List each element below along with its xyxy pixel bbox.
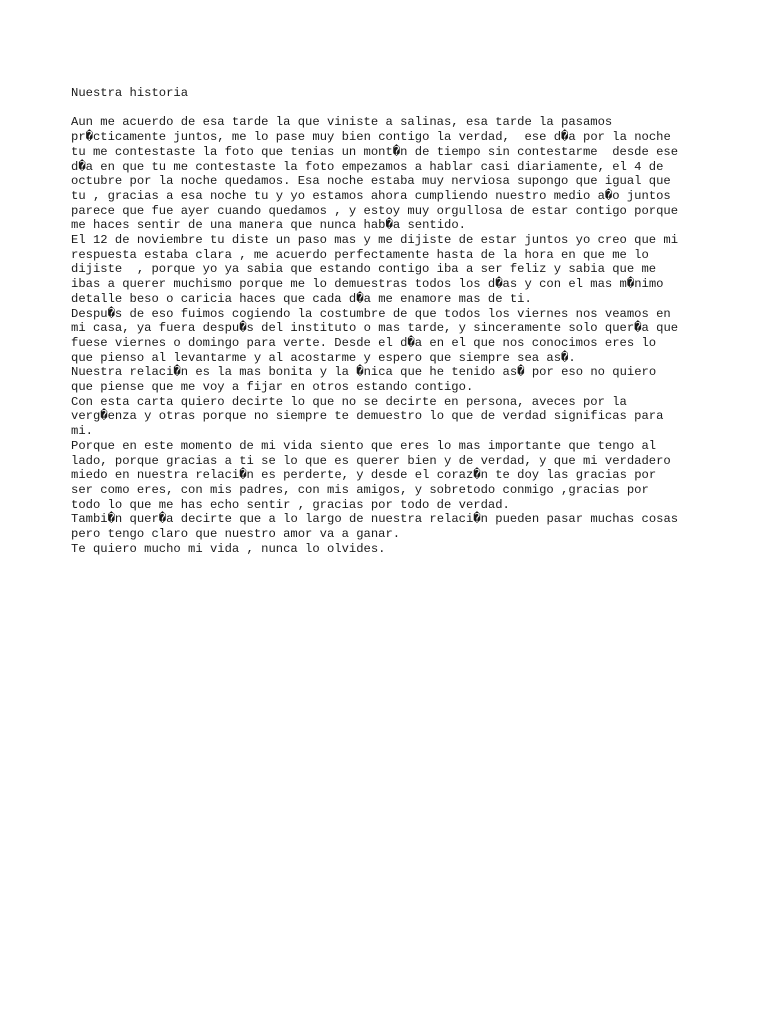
text-line: respuesta estaba clara , me acuerdo perfectamente hasta de la hora en que me lo bbox=[71, 247, 649, 262]
text-line: Con esta carta quiero decirte lo que no se decirte en persona, aveces por la bbox=[71, 394, 627, 409]
text-line: Te quiero mucho mi vida , nunca lo olvides. bbox=[71, 541, 386, 556]
letter-text bbox=[71, 115, 711, 556]
text-line: me haces sentir de una manera que nunca hab�a sentido. bbox=[71, 218, 466, 233]
text-line: Aun me acuerdo de esa tarde la que viniste a salinas, esa tarde la pasamos bbox=[71, 115, 613, 130]
document-body bbox=[71, 86, 711, 556]
text-line: Porque en este momento de mi vida siento que eres lo mas importante que tengo al bbox=[71, 438, 657, 453]
text-line: fuese viernes o domingo para verte. Desde el d�a en el que nos conocimos eres lo bbox=[71, 335, 657, 350]
text-line: mi. bbox=[71, 424, 93, 439]
text-line: todo lo que me has echo sentir , gracias por todo de verdad. bbox=[71, 497, 510, 512]
text-line: tu me contestaste la foto que tenias un mont�n de tiempo sin contestarme desde ese bbox=[71, 144, 679, 159]
text-line: que piense que me voy a fijar en otros estando contigo. bbox=[71, 380, 474, 395]
text-line: ser como eres, con mis padres, con mis amigos, y sobretodo conmigo ,gracias por bbox=[71, 482, 649, 497]
text-line: que pienso al levantarme y al acostarme y espero que siempre sea as�. bbox=[71, 350, 576, 365]
text-line: ibas a querer muchismo porque me lo demuestras todos los d�as y con el mas m�nimo bbox=[71, 277, 664, 292]
text-line: El 12 de noviembre tu diste un paso mas y me dijiste de estar juntos yo creo que mi bbox=[71, 233, 679, 248]
text-line: pr�cticamente juntos, me lo pase muy bien contigo la verdad, ese d�a por la noche bbox=[71, 130, 671, 145]
text-line: detalle beso o caricia haces que cada d�a me enamore mas de ti. bbox=[71, 291, 532, 306]
text-line: octubre por la noche quedamos. Esa noche estaba muy nerviosa supongo que igual que bbox=[71, 174, 671, 189]
document-title: Nuestra historia bbox=[71, 86, 189, 100]
text-line: dijiste , porque yo ya sabia que estando contigo iba a ser feliz y sabia que me bbox=[71, 262, 657, 277]
text-line: pero tengo claro que nuestro amor va a ganar. bbox=[71, 527, 401, 542]
text-line: tu , gracias a esa noche tu y yo estamos ahora cumpliendo nuestro medio a�o juntos bbox=[71, 188, 671, 203]
text-line: lado, porque gracias a ti se lo que es querer bien y de verdad, y que mi verdadero bbox=[71, 453, 671, 468]
text-line: parece que fue ayer cuando quedamos , y estoy muy orgullosa de estar contigo porque bbox=[71, 203, 679, 218]
text-line: Tambi�n quer�a decirte que a lo largo de nuestra relaci�n pueden pasar muchas cosas bbox=[71, 512, 679, 527]
text-line: d�a en que tu me contestaste la foto empezamos a hablar casi diariamente, el 4 de bbox=[71, 159, 664, 174]
text-line: verg�enza y otras porque no siempre te demuestro lo que de verdad significas para bbox=[71, 409, 664, 424]
text-line: Nuestra relaci�n es la mas bonita y la �nica que he tenido as� por eso no quiero bbox=[71, 365, 657, 380]
text-line: Despu�s de eso fuimos cogiendo la costumbre de que todos los viernes nos veamos en bbox=[71, 306, 671, 321]
text-line: miedo en nuestra relaci�n es perderte, y desde el coraz�n te doy las gracias por bbox=[71, 468, 657, 483]
text-line: mi casa, ya fuera despu�s del instituto o mas tarde, y sinceramente solo quer�a que bbox=[71, 321, 679, 336]
